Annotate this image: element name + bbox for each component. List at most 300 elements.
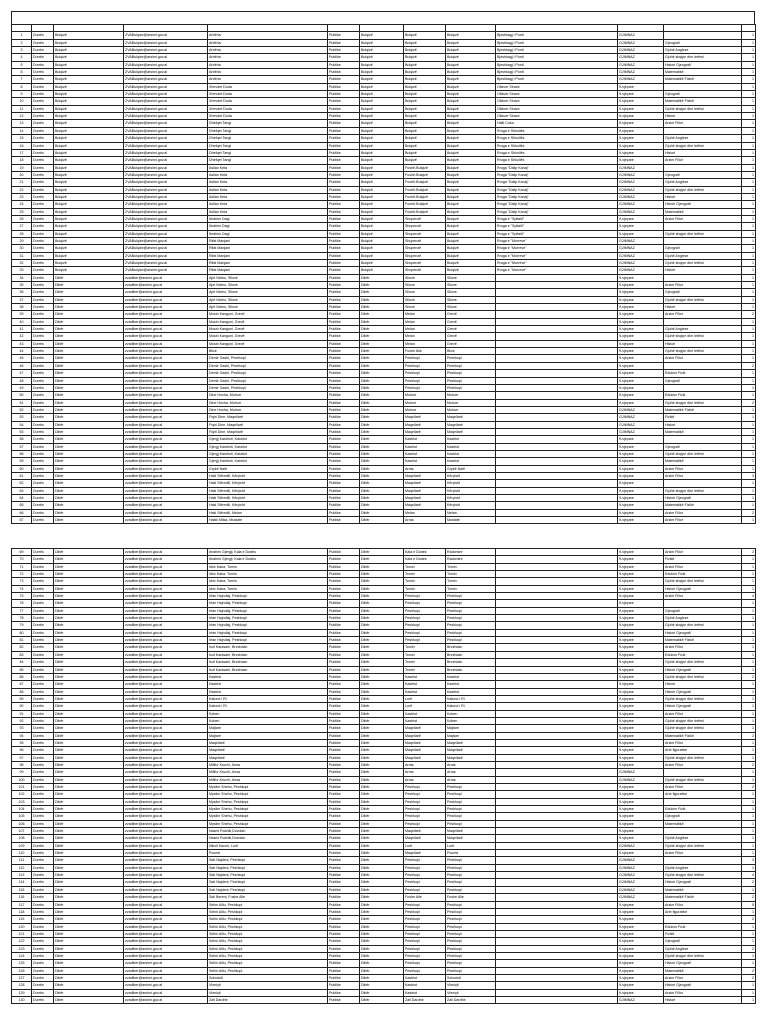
table-cell: Bulqizë — [446, 91, 496, 98]
table-cell: Kastriot — [446, 673, 496, 680]
table-cell: 40 — [12, 318, 32, 325]
table-cell: Gjeografi — [664, 377, 742, 384]
table-cell: Dibër — [360, 908, 404, 915]
table-cell: Peshkopi — [446, 637, 496, 644]
table-cell: Publike — [328, 747, 360, 754]
table-cell: Bulqizë — [54, 135, 124, 142]
table-cell: 80 — [12, 629, 32, 636]
table-cell: Peshkopi — [404, 637, 446, 644]
table-cell — [664, 480, 742, 487]
table-cell: Brezhdan — [446, 666, 496, 673]
table-cell: 16 — [12, 142, 32, 149]
table-cell: zvadiber@arsimi.gov.al — [124, 747, 208, 754]
table-cell: Arsim Fillor — [664, 465, 742, 472]
table-cell: 1 — [742, 600, 756, 607]
table-cell: Gjuhë shqipe dhe letërsi — [664, 754, 742, 761]
table-cell: Maqellarë — [446, 754, 496, 761]
table-cell: Bulqizë — [404, 149, 446, 156]
table-cell: 2 — [742, 916, 756, 923]
table-cell: Dibër — [360, 747, 404, 754]
table-cell: Demir Gashi, Peshkopi — [208, 370, 328, 377]
table-cell: Dibër — [360, 666, 404, 673]
table-cell: 50 — [12, 392, 32, 399]
table-cell: Durrës — [32, 230, 54, 237]
column-header — [496, 25, 618, 32]
table-cell: Lurë — [404, 842, 446, 849]
table-row — [12, 54, 756, 61]
table-cell — [496, 688, 618, 695]
table-cell: Publike — [328, 791, 360, 798]
table-cell: 127 — [12, 974, 32, 981]
table-cell: Ollaver Sinani — [496, 113, 618, 120]
table-cell: Dibër — [54, 578, 124, 585]
table-cell: zvadiber@arsimi.gov.al — [124, 450, 208, 457]
table-cell: 1 — [742, 326, 756, 333]
table-cell: Publike — [328, 179, 360, 186]
table-cell: GJIMNAZ — [618, 245, 664, 252]
table-cell: Bulqizë — [446, 201, 496, 208]
table-cell: Dibër — [54, 304, 124, 311]
table-cell: zvadiber@arsimi.gov.al — [124, 681, 208, 688]
table-cell: Bulqizë — [404, 127, 446, 134]
table-cell: Dibër — [54, 982, 124, 989]
table-cell: 129 — [12, 989, 32, 996]
table-cell: Fushë-Bulqizë — [404, 171, 446, 178]
table-cell: Dibër — [360, 622, 404, 629]
table-cell: 6 — [12, 69, 32, 76]
table-cell: Asllan Keta — [208, 193, 328, 200]
table-cell: 103 — [12, 798, 32, 805]
table-cell: Kastriot — [404, 436, 446, 443]
table-cell: Publike — [328, 806, 360, 813]
table-cell: 1 — [742, 443, 756, 450]
table-cell: GJIMNAZ — [618, 76, 664, 83]
table-cell: 107 — [12, 828, 32, 835]
table-cell: Peshkopi — [446, 857, 496, 864]
table-cell: Publike — [328, 311, 360, 318]
column-header — [664, 25, 742, 32]
table-cell: Publike — [328, 237, 360, 244]
table-cell: Dhefqet Tangi — [208, 157, 328, 164]
table-cell: Peshkopi — [404, 370, 446, 377]
table-cell: Bulqizë — [446, 113, 496, 120]
table-cell: Dibër — [360, 348, 404, 355]
table-cell: Peshkopi — [446, 615, 496, 622]
table-row — [12, 127, 756, 134]
table-cell: zvadiber@arsimi.gov.al — [124, 908, 208, 915]
table-cell: zvadiber@arsimi.gov.al — [124, 967, 208, 974]
table-cell: 9-vjeçare — [618, 113, 664, 120]
table-cell: Dibër — [360, 651, 404, 658]
table-cell: Publike — [328, 274, 360, 281]
table-cell: GJIMNAZ — [618, 237, 664, 244]
table-cell: GJIMNAZ — [618, 171, 664, 178]
table-cell: Durrës — [32, 769, 54, 776]
table-cell: 1 — [742, 69, 756, 76]
sheet-page-1 — [11, 11, 755, 524]
table-cell: Muhurr — [446, 399, 496, 406]
table-cell — [496, 406, 618, 413]
table-cell — [496, 326, 618, 333]
table-cell: Peshkopi — [446, 607, 496, 614]
table-cell: 9-vjeçare — [618, 348, 664, 355]
table-cell: 53 — [12, 414, 32, 421]
table-cell: 2 — [742, 974, 756, 981]
table-cell: Lurë — [404, 695, 446, 702]
table-cell — [496, 556, 618, 563]
table-cell: ZVABulqize@arsimi.gov.al — [124, 186, 208, 193]
table-cell — [496, 960, 618, 967]
table-cell — [496, 754, 618, 761]
table-cell: Bulqizë — [360, 105, 404, 112]
table-cell: 1 — [742, 39, 756, 46]
table-cell: Peshkopi — [446, 384, 496, 391]
table-cell: Dibër — [54, 480, 124, 487]
table-cell: Publike — [328, 607, 360, 614]
table-cell: Peshkopi — [404, 791, 446, 798]
table-cell: Peshkopi — [404, 607, 446, 614]
table-cell: 9-vjeçare — [618, 318, 664, 325]
table-cell: Durrës — [32, 894, 54, 901]
table-cell: Ollaver Sinani — [496, 83, 618, 90]
table-cell: 67 — [12, 517, 32, 524]
table-row — [12, 414, 756, 421]
table-row — [12, 776, 756, 783]
table-cell: zvadiber@arsimi.gov.al — [124, 872, 208, 879]
table-cell: 24 — [12, 201, 32, 208]
table-cell: Publike — [328, 894, 360, 901]
table-cell: 1 — [742, 820, 756, 827]
table-cell: Dibër — [360, 725, 404, 732]
table-cell: Peshkopi — [404, 593, 446, 600]
table-cell: Bulqizë — [446, 215, 496, 222]
table-cell: Durrës — [32, 340, 54, 347]
table-cell: 71 — [12, 563, 32, 570]
table-cell: zvadiber@arsimi.gov.al — [124, 472, 208, 479]
table-cell: Rruga e "Murreve" — [496, 252, 618, 259]
table-cell: Dibër — [360, 509, 404, 516]
table-cell: Dibër — [360, 480, 404, 487]
table-row — [12, 688, 756, 695]
table-cell: Arsim Fillor — [664, 517, 742, 524]
table-cell: Sllove — [446, 289, 496, 296]
table-cell: 2 — [742, 549, 756, 556]
table-cell — [496, 651, 618, 658]
table-cell: Dibër — [54, 651, 124, 658]
table-cell: Arsim Fillor — [664, 549, 742, 556]
table-cell: Maqellarë — [404, 725, 446, 732]
table-cell: GJIMNAZ — [618, 428, 664, 435]
table-cell: Publike — [328, 556, 360, 563]
table-cell: Publike — [328, 732, 360, 739]
table-cell: Peshkopi — [404, 886, 446, 893]
table-cell: Rruga "Dalip Kanaj" — [496, 179, 618, 186]
table-cell: Publike — [328, 615, 360, 622]
table-row — [12, 472, 756, 479]
table-cell: Haki Stërmilli, Kërçisht — [208, 502, 328, 509]
table-cell: Bulqizë — [446, 171, 496, 178]
table-cell: Arras — [404, 517, 446, 524]
table-cell: Durrës — [32, 989, 54, 996]
table-cell: 9-vjeçare — [618, 901, 664, 908]
table-cell: Matematikë Fizikë — [664, 502, 742, 509]
table-cell: zvadiber@arsimi.gov.al — [124, 333, 208, 340]
table-cell: Kastriot — [404, 989, 446, 996]
table-cell: Bulqizë — [360, 69, 404, 76]
table-cell: Dibër — [54, 502, 124, 509]
table-cell: 22 — [12, 186, 32, 193]
table-cell: Bulqizë — [360, 208, 404, 215]
table-cell: 1 — [742, 127, 756, 134]
table-cell: Gjuhë shqipe dhe letërsi — [664, 659, 742, 666]
table-cell: 2 — [742, 732, 756, 739]
table-cell: 1 — [742, 769, 756, 776]
table-row — [12, 960, 756, 967]
column-header — [12, 25, 32, 32]
table-cell: GJIMNAZ — [618, 193, 664, 200]
table-cell: Kastriot — [404, 688, 446, 695]
table-row — [12, 828, 756, 835]
table-cell — [496, 622, 618, 629]
table-cell: Publike — [328, 842, 360, 849]
table-cell: Arras — [404, 769, 446, 776]
table-cell: Dibër — [54, 703, 124, 710]
table-cell: Peshkopi — [446, 952, 496, 959]
table-cell: Fushë-Bulqizë — [404, 186, 446, 193]
table-cell: Durrës — [32, 681, 54, 688]
table-cell: Publike — [328, 784, 360, 791]
table-cell: Dibër — [360, 443, 404, 450]
table-cell: Irfan Hajrullaj, Peshkopi — [208, 622, 328, 629]
table-cell: Maqellarë — [446, 428, 496, 435]
table-cell: Dibër — [360, 784, 404, 791]
table-cell — [496, 967, 618, 974]
table-cell: 1 — [742, 960, 756, 967]
table-cell: Publike — [328, 105, 360, 112]
table-row — [12, 563, 756, 570]
table-cell: Durrës — [32, 193, 54, 200]
table-cell: Melan — [404, 340, 446, 347]
table-cell: Durrës — [32, 688, 54, 695]
table-cell: Rruga e "Murreve" — [496, 237, 618, 244]
table-cell: Publike — [328, 989, 360, 996]
table-cell: 1 — [742, 171, 756, 178]
table-cell: Dibër — [54, 450, 124, 457]
table-cell: zvadiber@arsimi.gov.al — [124, 717, 208, 724]
table-cell: Durrës — [32, 666, 54, 673]
table-cell: Peshkopi — [404, 384, 446, 391]
table-cell — [496, 318, 618, 325]
table-cell — [496, 578, 618, 585]
table-cell: Durrës — [32, 695, 54, 702]
table-row — [12, 171, 756, 178]
table-cell: Durrës — [32, 563, 54, 570]
table-cell: Maqellarë — [446, 739, 496, 746]
table-cell: 9-vjeçare — [618, 717, 664, 724]
table-row — [12, 333, 756, 340]
table-cell: Dibër — [360, 304, 404, 311]
table-cell: Gjuhë shqipe dhe letërsi — [664, 842, 742, 849]
table-cell: zvadiber@arsimi.gov.al — [124, 769, 208, 776]
table-cell: Publike — [328, 879, 360, 886]
table-cell: Bulqizë — [360, 32, 404, 39]
column-header — [208, 25, 328, 32]
table-cell — [496, 901, 618, 908]
table-cell: Publike — [328, 666, 360, 673]
table-cell: Ollaver Sinani — [496, 98, 618, 105]
table-cell: 1 — [742, 392, 756, 399]
table-row — [12, 644, 756, 651]
table-cell: zvadiber@arsimi.gov.al — [124, 813, 208, 820]
table-cell: 100 — [12, 776, 32, 783]
table-cell: Publike — [328, 414, 360, 421]
table-cell: 1 — [742, 260, 756, 267]
table-cell: 1 — [742, 828, 756, 835]
table-cell: Bulqizë — [446, 208, 496, 215]
table-cell: Publike — [328, 230, 360, 237]
table-cell: zvadiber@arsimi.gov.al — [124, 695, 208, 702]
table-cell: Publike — [328, 509, 360, 516]
table-cell: zvadiber@arsimi.gov.al — [124, 864, 208, 871]
table-cell: 1 — [742, 164, 756, 171]
table-cell: 47 — [12, 370, 32, 377]
table-cell: Dibër — [360, 717, 404, 724]
table-cell: Maqellarë — [446, 421, 496, 428]
table-cell: 9-vjeçare — [618, 585, 664, 592]
table-cell: Vleniçë — [446, 982, 496, 989]
table-cell: Asllan Keta — [208, 201, 328, 208]
table-cell: zvadiber@arsimi.gov.al — [124, 644, 208, 651]
table-cell: 9-vjeçare — [618, 629, 664, 636]
table-cell: 1 — [742, 651, 756, 658]
table-cell: Dibër — [54, 428, 124, 435]
table-cell: Histori Gjeografi — [664, 688, 742, 695]
table-cell: Dibër — [54, 688, 124, 695]
table-cell: Durrës — [32, 113, 54, 120]
table-cell: Bulqizë — [404, 120, 446, 127]
table-cell: Publike — [328, 828, 360, 835]
table-cell: Peshkopi — [404, 784, 446, 791]
table-cell: Gjuhë shqipe dhe letërsi — [664, 695, 742, 702]
table-cell: Kastriot — [446, 688, 496, 695]
table-cell: Peshkopi — [404, 355, 446, 362]
table-cell: Durrës — [32, 69, 54, 76]
table-cell: 123 — [12, 945, 32, 952]
table-cell: Publike — [328, 186, 360, 193]
table-cell: 9-vjeçare — [618, 850, 664, 857]
table-cell: Fiqiri Dine, Maqellarë — [208, 421, 328, 428]
table-cell: Dibër — [360, 340, 404, 347]
table-cell: 72 — [12, 571, 32, 578]
table-cell: Durrës — [32, 428, 54, 435]
table-cell: Dibër — [54, 996, 124, 1003]
table-cell: Peshkopi — [446, 908, 496, 915]
table-cell — [496, 304, 618, 311]
table-row — [12, 879, 756, 886]
table-cell: zvadiber@arsimi.gov.al — [124, 622, 208, 629]
table-cell: 94 — [12, 732, 32, 739]
table-cell: 25 — [12, 208, 32, 215]
table-row — [12, 600, 756, 607]
table-cell: Durrës — [32, 333, 54, 340]
table-cell: GJIMNAZ — [618, 32, 664, 39]
table-cell: Fushe Alie — [404, 348, 446, 355]
table-cell: Publike — [328, 370, 360, 377]
table-cell: Durrës — [32, 872, 54, 879]
table-cell: Durrës — [32, 952, 54, 959]
table-cell: Myslim Shehu, Peshkopi — [208, 813, 328, 820]
table-cell: Durrës — [32, 245, 54, 252]
table-cell: Radomire — [446, 556, 496, 563]
table-cell: Dibër — [360, 593, 404, 600]
table-cell: Dibër — [360, 938, 404, 945]
table-cell: Haki Stërmilli, Kërçisht — [208, 495, 328, 502]
table-cell: Durrës — [32, 289, 54, 296]
table-cell: Rruga e "Spitalit" — [496, 215, 618, 222]
table-row — [12, 61, 756, 68]
table-cell: Arsim Fillor — [664, 784, 742, 791]
table-row — [12, 91, 756, 98]
table-cell: 90 — [12, 703, 32, 710]
table-cell: GJIMNAZ — [618, 179, 664, 186]
table-cell — [496, 311, 618, 318]
table-cell: Dibër — [54, 274, 124, 281]
table-cell: Durrës — [32, 578, 54, 585]
table-cell: Publike — [328, 377, 360, 384]
table-cell: Dibër — [54, 989, 124, 996]
table-cell: Dibër — [54, 747, 124, 754]
table-cell: Peshkopi — [404, 901, 446, 908]
table-cell: 9-vjeçare — [618, 120, 664, 127]
table-cell: Bulqizë — [404, 47, 446, 54]
table-cell: 1 — [742, 245, 756, 252]
table-cell: Fushe Alie — [404, 894, 446, 901]
table-cell: 130 — [12, 996, 32, 1003]
table-cell: 75 — [12, 593, 32, 600]
table-cell: ZVABulqize@arsimi.gov.al — [124, 171, 208, 178]
table-cell: GJIMNAZ — [618, 864, 664, 871]
table-cell — [496, 879, 618, 886]
table-cell: 1 — [742, 83, 756, 90]
table-cell: Durrës — [32, 127, 54, 134]
table-cell: Bulqizë — [446, 230, 496, 237]
table-cell: Gjuhë shqipe dhe letërsi — [664, 450, 742, 457]
table-cell: Matematikë Fizikë — [664, 732, 742, 739]
table-cell: 1 — [742, 296, 756, 303]
table-cell: Sllove — [404, 304, 446, 311]
table-cell: Gjeografi — [664, 39, 742, 46]
table-cell: Idriz Kaba, Tomin — [208, 578, 328, 585]
table-cell: Dibër — [360, 377, 404, 384]
table-cell: 1 — [742, 208, 756, 215]
table-cell: 9-vjeçare — [618, 593, 664, 600]
table-cell: Radomire — [446, 549, 496, 556]
table-cell: Lurë — [446, 842, 496, 849]
table-cell: Kastriot — [446, 458, 496, 465]
table-cell: Publike — [328, 769, 360, 776]
table-cell: Bulqizë — [404, 32, 446, 39]
table-cell: 9-vjeçare — [618, 392, 664, 399]
table-cell: Dibër — [54, 673, 124, 680]
table-cell: Selim Alliu, Peshkopi — [208, 930, 328, 937]
table-cell: Durrës — [32, 996, 54, 1003]
table-cell: Matematikë — [664, 820, 742, 827]
table-cell: Bulqizë — [360, 149, 404, 156]
table-cell: Durrës — [32, 450, 54, 457]
table-cell: Kastriot — [208, 673, 328, 680]
table-cell: 125 — [12, 960, 32, 967]
table-cell: zvadiber@arsimi.gov.al — [124, 600, 208, 607]
